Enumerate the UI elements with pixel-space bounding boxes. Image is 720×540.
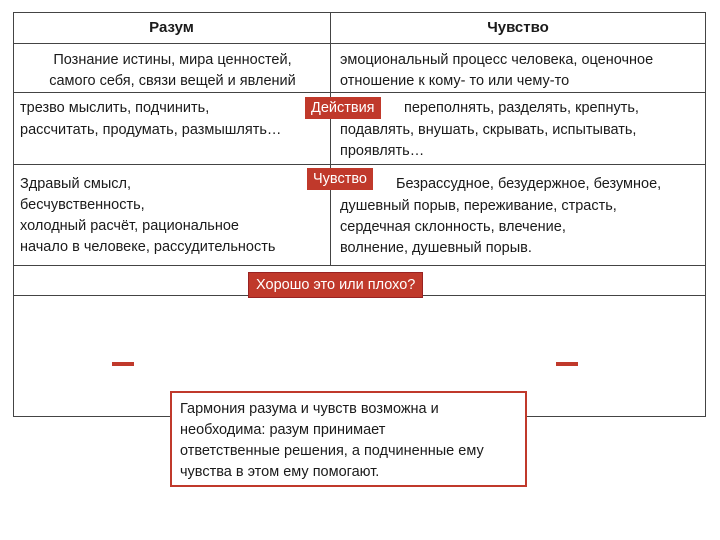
feeling-traits-line1: Безрассудное, безудержное, безумное,	[396, 176, 662, 192]
feeling-actions-rest: подавлять, внушать, скрывать, испытывать, проявлять…	[340, 122, 637, 159]
header-feeling: Чувство	[487, 19, 549, 36]
question-box: Хорошо это или плохо?	[248, 272, 423, 298]
row3-divider	[13, 265, 706, 266]
label-feeling: Чувство	[307, 168, 373, 190]
header-reason: Разум	[149, 19, 194, 36]
row1-divider	[13, 92, 706, 93]
header-divider	[13, 43, 706, 44]
table-top-border	[13, 12, 706, 13]
table-left-border	[13, 12, 14, 417]
feeling-traits-rest: душевный порыв, переживание, страсть, сердечная склонность, влечение, волнение, душевный порыв.	[340, 198, 617, 256]
column-divider	[330, 12, 331, 265]
reason-actions-line1: трезво мыслить, подчинить,	[20, 100, 210, 116]
feeling-actions-line1: переполнять, разделять, крепнуть,	[404, 100, 639, 116]
right-minus-mark	[556, 362, 578, 366]
label-actions: Действия	[305, 97, 381, 119]
reason-actions-line2: рассчитать, продумать, размышлять…	[20, 122, 282, 138]
row2-divider	[13, 164, 706, 165]
reason-definition: Познание истины, мира ценностей, самого себя, связи вещей и явлений	[49, 52, 296, 89]
conclusion-note: Гармония разума и чувств возможна и необходима: разум принимает ответственные решения, а подчиненные ему чувства в этом ему помогают.	[170, 391, 527, 487]
feeling-definition: эмоциональный процесс человека, оценочное отношение к кому- то или чему-то	[340, 52, 654, 89]
reason-traits: Здравый смысл, бесчувственность, холодный расчёт, рациональное начало в человеке, рассудительность	[20, 176, 276, 255]
left-minus-mark	[112, 362, 134, 366]
